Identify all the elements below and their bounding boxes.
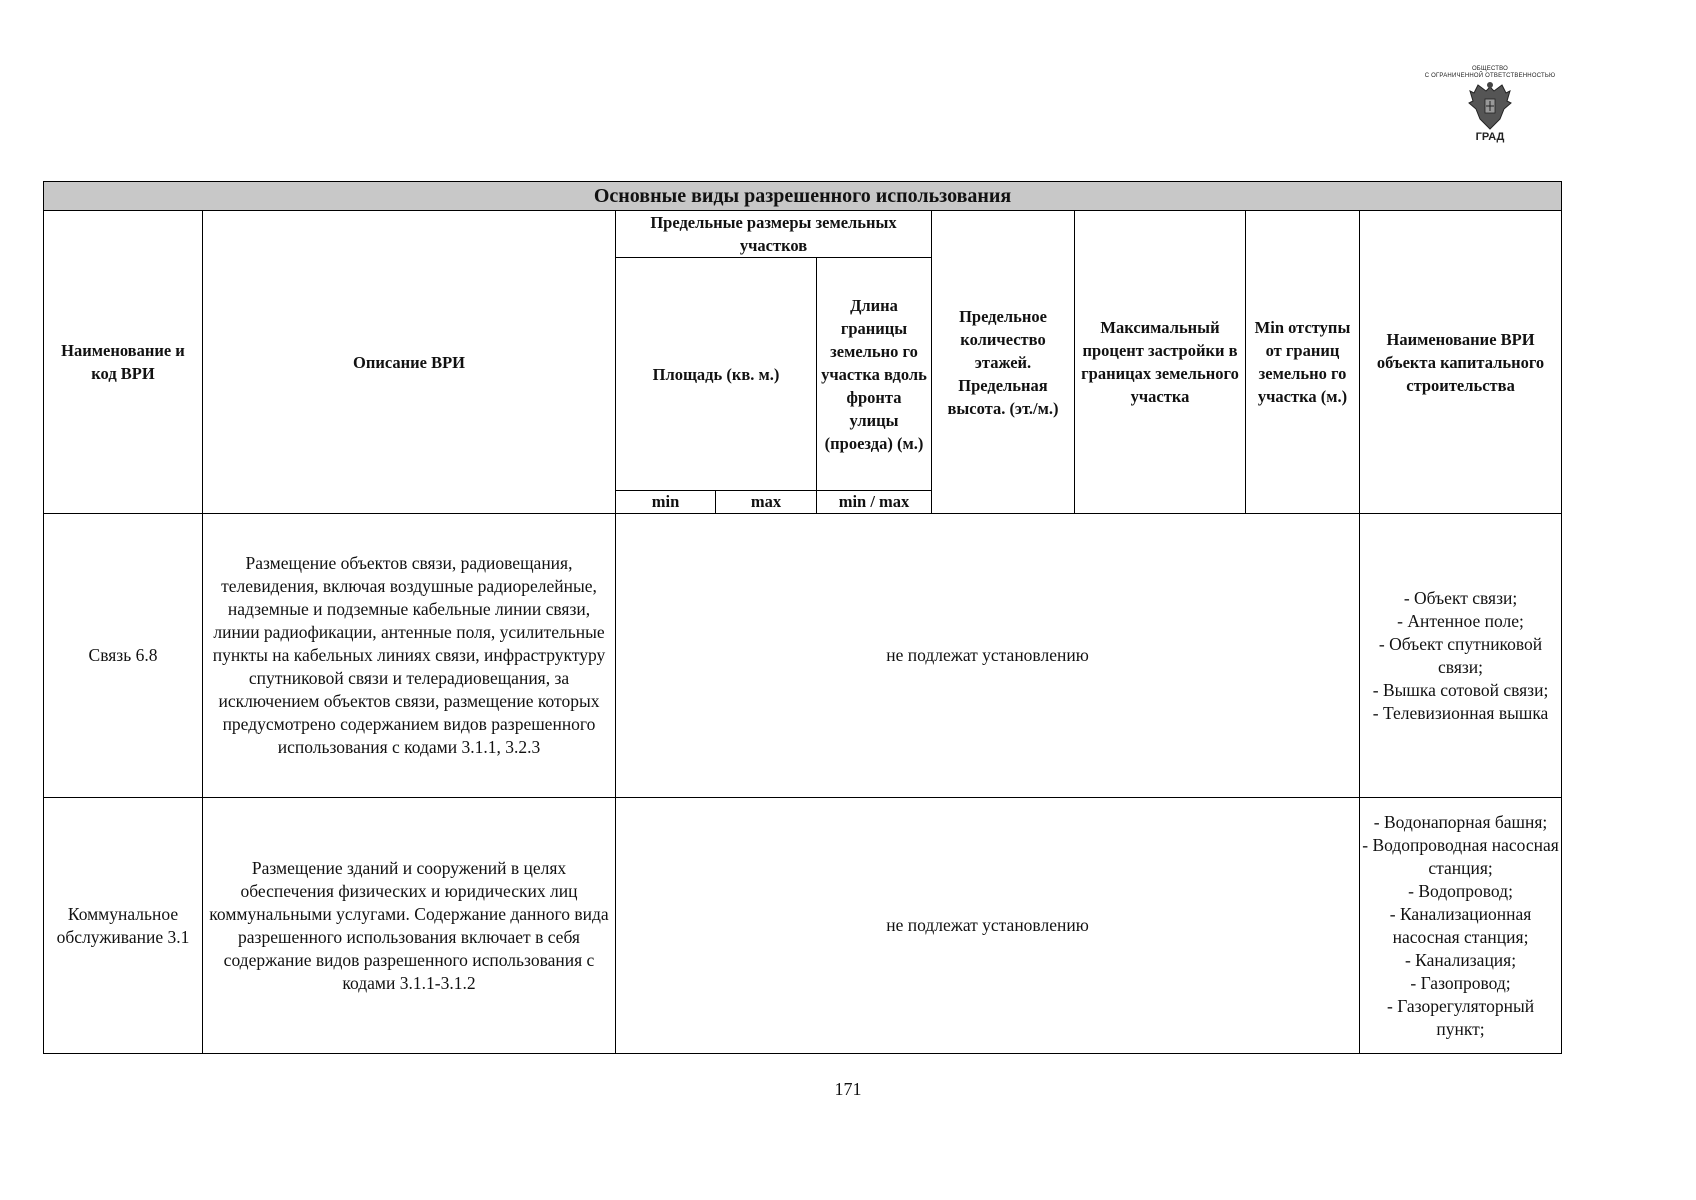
logo-org-line2: С ОГРАНИЧЕННОЙ ОТВЕТСТВЕННОСТЬЮ (1424, 73, 1556, 79)
table-title: Основные виды разрешенного использования (44, 182, 1562, 211)
header-min-max: min / max (817, 491, 932, 514)
row-params: не подлежат установлению (616, 514, 1360, 798)
row-description: Размещение объектов связи, радиовещания, телевидения, включая воздушные радиорелейные, надземные и подземные кабельные линии связи, линии радиофикации, антенные поля, усилительные пункты на кабельных линиях связи, инфраструктуру спутниковой связи и телерадиовещания, за исключением объектов связи, размещение которых предусмотрено содержанием видов разрешенного использования с кодами 3.1.1, 3.2.3 (203, 514, 616, 798)
row-params: не подлежат установлению (616, 798, 1360, 1054)
object-item: - Газопровод; (1410, 972, 1511, 993)
permitted-use-table (43, 181, 1561, 1054)
object-item: - Водопроводная насосная станция; (1362, 834, 1559, 878)
header-min: min (616, 491, 716, 514)
object-item: - Газорегуляторный пункт; (1387, 995, 1535, 1039)
header-floors: Предельное количество этажей. Предельная высота. (эт./м.) (932, 211, 1075, 514)
header-description: Описание ВРИ (203, 211, 616, 514)
row-objects (1360, 514, 1562, 798)
object-item: - Антенное поле; (1397, 610, 1524, 631)
object-item: - Канализационная насосная станция; (1389, 903, 1532, 947)
row-objects (1360, 798, 1562, 1054)
header-area: Площадь (кв. м.) (616, 258, 817, 491)
table-row (44, 798, 1562, 1054)
object-item: - Водопровод; (1408, 880, 1513, 901)
header-boundary-length: Длина границы земельно го участка вдоль фронта улицы (проезда) (м.) (817, 258, 932, 491)
header-name-code: Наименование и код ВРИ (44, 211, 203, 514)
row-name: Связь 6.8 (44, 514, 203, 798)
company-logo (1390, 66, 1590, 156)
row-description: Размещение зданий и сооружений в целях обеспечения физических и юридических лиц коммунальными услугами. Содержание данного вида разрешенного использования включает в себя содержание видов разрешенного использования с кодами 3.1.1-3.1.2 (203, 798, 616, 1054)
row-name: Коммунальное обслуживание 3.1 (44, 798, 203, 1054)
header-limit-sizes: Предельные размеры земельных участков (616, 211, 932, 258)
header-max-percent: Максимальный процент застройки в границах земельного участка (1075, 211, 1246, 514)
object-item: - Канализация; (1404, 949, 1517, 970)
table-row (44, 514, 1562, 798)
object-item: - Вышка сотовой связи; (1372, 679, 1549, 700)
header-max: max (716, 491, 817, 514)
object-item: - Объект связи; (1403, 587, 1518, 608)
object-item: - Объект спутниковой связи; (1378, 633, 1543, 677)
header-capital-object: Наименование ВРИ объекта капитального строительства (1360, 211, 1562, 514)
object-item: - Телевизионная вышка (1372, 702, 1549, 723)
logo-org-line1: ОБЩЕСТВО (1471, 66, 1509, 72)
logo-brand-name: ГРАД (1475, 131, 1505, 143)
page-number: 171 (834, 1079, 862, 1099)
double-headed-eagle-emblem-icon (1468, 81, 1512, 131)
header-min-setback: Min отступы от границ земельно го участка (м.) (1246, 211, 1360, 514)
object-item: - Водонапорная башня; (1373, 811, 1548, 832)
